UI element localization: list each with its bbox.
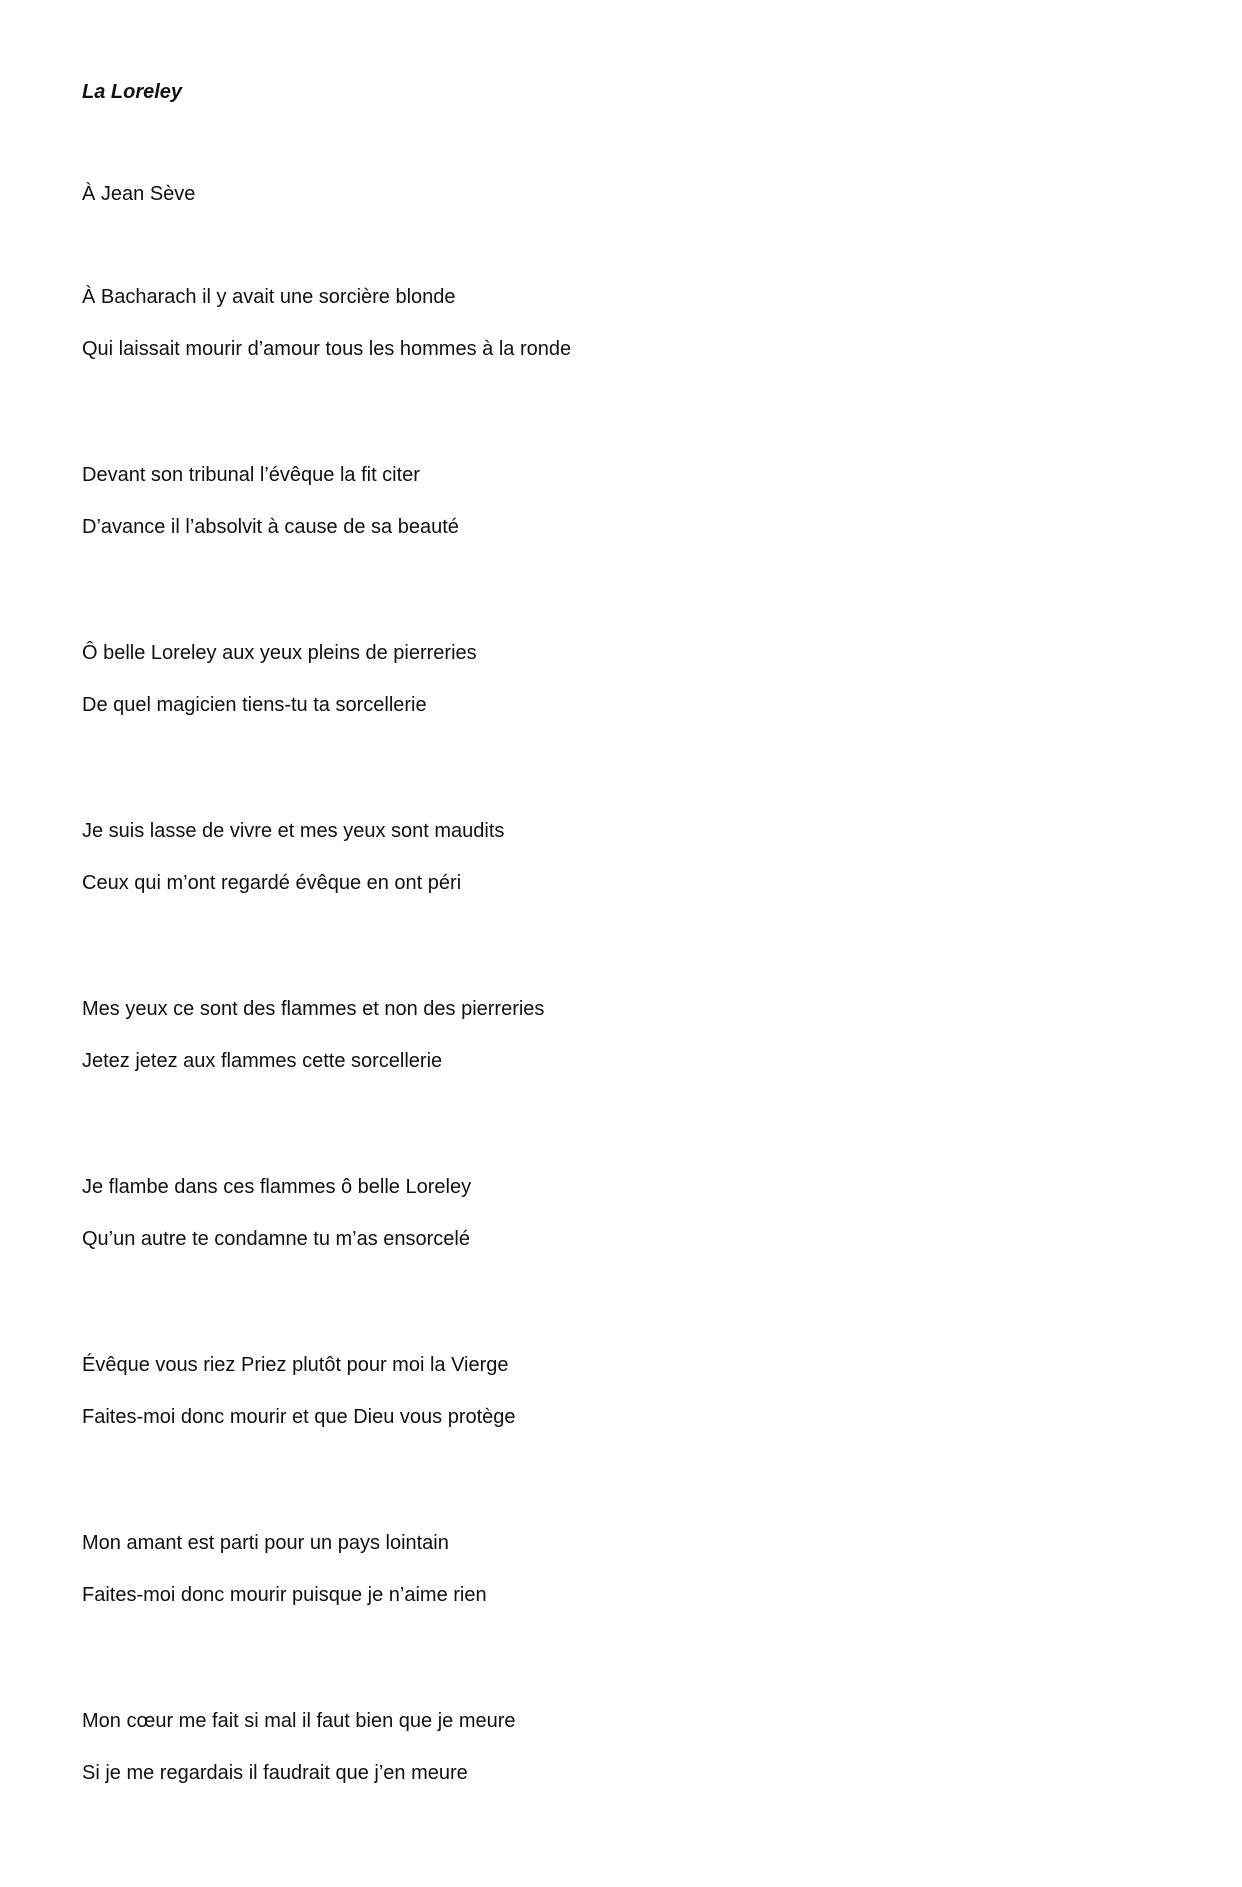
stanza-4	[82, 819, 1162, 895]
stanza-9	[82, 1709, 1162, 1785]
verse-line: Évêque vous riez Priez plutôt pour moi la Vierge	[82, 1354, 509, 1376]
verse-line: Devant son tribunal l’évêque la fit citer	[82, 464, 420, 486]
poem-title: La Loreley	[82, 81, 183, 103]
stanza-2	[82, 463, 1162, 539]
verse-line: Mon cœur me fait si mal il faut bien que je meure	[82, 1710, 516, 1732]
verse-line: À Bacharach il y avait une sorcière blonde	[82, 286, 456, 308]
stanza-6	[82, 1175, 1162, 1251]
verse-line: Ceux qui m’ont regardé évêque en ont péri	[82, 872, 462, 894]
verse-line: Si je me regardais il faudrait que j’en meure	[82, 1762, 468, 1784]
verse-line: Je flambe dans ces flammes ô belle Loreley	[82, 1176, 472, 1198]
verse-line: Faites-moi donc mourir puisque je n’aime rien	[82, 1584, 487, 1606]
poem	[82, 80, 1162, 1887]
verse-line: Faites-moi donc mourir et que Dieu vous protège	[82, 1406, 516, 1428]
stanza-1	[82, 285, 1162, 361]
poem-dedication: À Jean Sève	[82, 183, 196, 205]
stanza-5	[82, 997, 1162, 1073]
verse-line: Qu’un autre te condamne tu m’as ensorcelé	[82, 1228, 470, 1250]
verse-line: Mon amant est parti pour un pays lointain	[82, 1532, 449, 1554]
poem-body	[82, 285, 1162, 1785]
verse-line: Je suis lasse de vivre et mes yeux sont maudits	[82, 820, 505, 842]
verse-line: Ô belle Loreley aux yeux pleins de pierreries	[82, 642, 477, 664]
verse-line: D’avance il l’absolvit à cause de sa beauté	[82, 516, 459, 538]
stanza-8	[82, 1531, 1162, 1607]
verse-line: De quel magicien tiens-tu ta sorcellerie	[82, 694, 427, 716]
verse-line: Mes yeux ce sont des flammes et non des pierreries	[82, 998, 545, 1020]
verse-line: Qui laissait mourir d’amour tous les hommes à la ronde	[82, 338, 572, 360]
stanza-3	[82, 641, 1162, 717]
stanza-7	[82, 1353, 1162, 1429]
verse-line: Jetez jetez aux flammes cette sorcellerie	[82, 1050, 443, 1072]
